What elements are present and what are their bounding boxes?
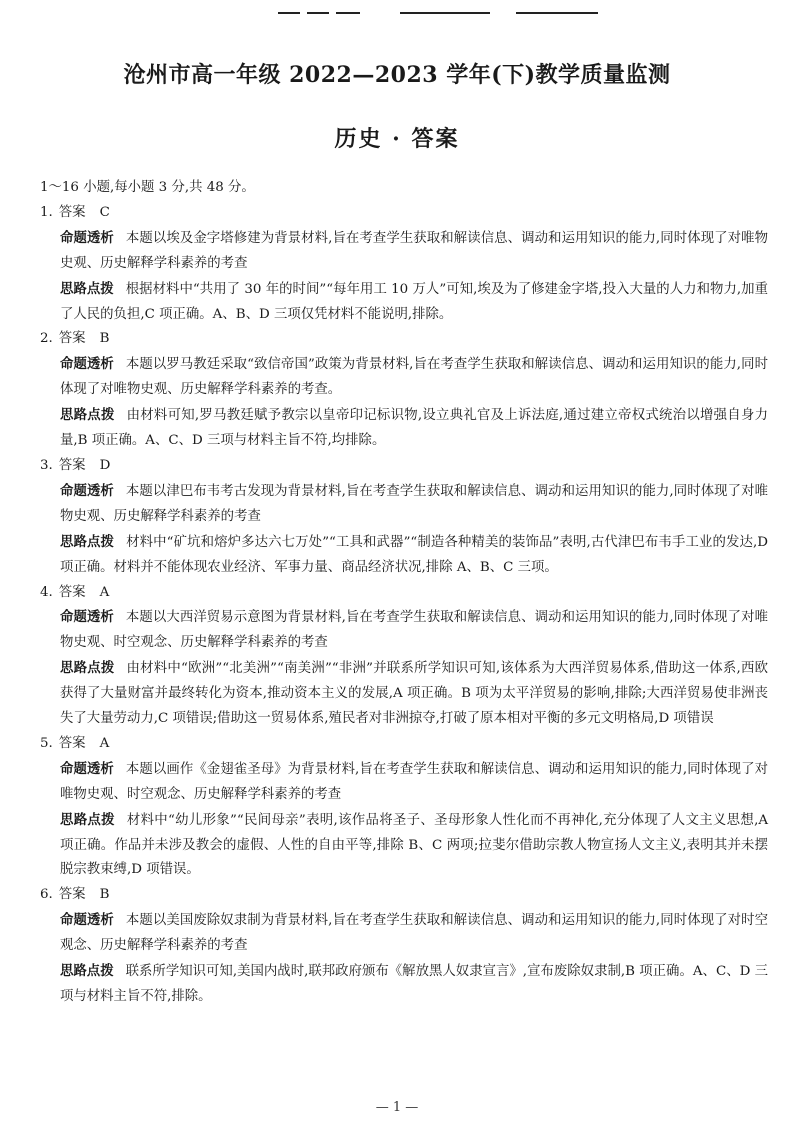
answer-value: A [99, 584, 110, 600]
answer-label: 答案 [58, 331, 86, 347]
question-number: 1. [40, 204, 53, 220]
hint-paragraph [60, 277, 768, 328]
answer-label: 答案 [58, 204, 86, 220]
answer-label: 答案 [58, 584, 86, 600]
hint-paragraph [60, 403, 768, 454]
hint-tag: 思路点拨 [60, 533, 115, 550]
hint-paragraph [60, 808, 768, 884]
question-block-6 [40, 883, 768, 1010]
analysis-paragraph [60, 757, 768, 808]
analysis-tag: 命题透析 [60, 229, 114, 246]
question-header [40, 201, 768, 226]
analysis-text: 本题以大西洋贸易示意图为背景材料,旨在考查学生获取和解读信息、调动和运用知识的能力,同时体现了对唯物史观、时空观念、历史解释学科素养的考查 [60, 610, 769, 651]
analysis-tag: 命题透析 [60, 356, 114, 373]
hint-text: 由材料可知,罗马教廷赋予教宗以皇帝印记标识物,设立典礼官及上诉法庭,通过建立帝权式统治以增强自身力量,B 项正确。A、C、D 三项与材料主旨不符,均排除。 [60, 408, 768, 449]
analysis-tag: 命题透析 [60, 912, 114, 929]
page-title: 沧州市高一年级 2022—2023 学年(下)教学质量监测 [123, 62, 671, 88]
top-rule-3 [336, 12, 360, 14]
hint-text: 由材料中“欧洲”“北美洲”“南美洲”“非洲”并联系所学知识可知,该体系为大西洋贸易体系,借助这一体系,西欧获得了大量财富并最终转化为资本,推动资本主义的发展,A 项正确。B 项为太平洋贸易的影响,排除;大西洋贸易使非洲丧失了大量劳动力,C 项错误;借助这一贸易体系,殖民者对非洲掠夺,打破了原本相对平衡的多元文明格局,D 项错误 [60, 661, 768, 727]
answer-value: B [99, 331, 110, 347]
answer-label: 答案 [58, 457, 86, 473]
analysis-paragraph [60, 908, 768, 959]
analysis-text: 本题以埃及金字塔修建为背景材料,旨在考查学生获取和解读信息、调动和运用知识的能力,同时体现了对唯物史观、历史解释学科素养的考查 [60, 230, 769, 271]
answer-label: 答案 [58, 887, 86, 903]
analysis-paragraph [60, 479, 768, 530]
hint-text: 材料中“幼儿形象”“民间母亲”表明,该作品将圣子、圣母形象人性化而不再神化,充分体现了人文主义思想,A 项正确。作品并未涉及教会的虚假、人性的自由平等,排除 B、C 两项;拉斐尔借助宗教人物宣扬人文主义,表明其并未摆脱宗教束缚,D 项错误。 [60, 812, 768, 878]
analysis-tag: 命题透析 [60, 609, 114, 626]
hint-text: 联系所学知识可知,美国内战时,联邦政府颁布《解放黑人奴隶宣言》,宣布废除奴隶制,B 项正确。A、C、D 三项与材料主旨不符,排除。 [60, 964, 768, 1004]
hint-tag: 思路点拨 [60, 280, 114, 297]
analysis-tag: 命题透析 [60, 482, 114, 499]
question-block-3 [40, 454, 768, 581]
hint-paragraph [60, 656, 768, 732]
analysis-text: 本题以画作《金翅雀圣母》为背景材料,旨在考查学生获取和解读信息、调动和运用知识的能力,同时体现了对唯物史观、时空观念、历史解释学科素养的考查 [60, 761, 769, 802]
analysis-text: 本题以津巴布韦考古发现为背景材料,旨在考查学生获取和解读信息、调动和运用知识的能力,同时体现了对唯物史观、历史解释学科素养的考查 [60, 483, 769, 524]
question-block-5 [40, 732, 768, 883]
question-header [40, 581, 768, 606]
scoring-intro: 1～16 小题,每小题 3 分,共 48 分。 [40, 180, 255, 195]
answer-value: D [99, 457, 111, 473]
analysis-text: 本题以美国废除奴隶制为背景材料,旨在考查学生获取和解读信息、调动和运用知识的能力,同时体现了对时空观念、历史解释学科素养的考查 [60, 913, 769, 954]
question-header [40, 883, 768, 908]
analysis-tag: 命题透析 [60, 760, 114, 777]
analysis-paragraph [60, 226, 768, 277]
hint-paragraph [60, 530, 768, 581]
top-rule-1 [278, 12, 300, 14]
question-block-1 [40, 201, 768, 328]
question-number: 5. [40, 735, 53, 751]
question-number: 4. [40, 584, 53, 600]
question-header [40, 327, 768, 352]
hint-text: 材料中“矿坑和熔炉多达六七万处”“工具和武器”“制造各种精美的装饰品”表明,古代津巴布韦手工业的发达,D 项正确。材料并不能体现农业经济、军事力量、商品经济状况,排除 A、B、C 三项。 [60, 534, 769, 575]
hint-tag: 思路点拨 [60, 963, 114, 980]
top-rule-2 [307, 12, 329, 14]
question-number: 3. [40, 457, 53, 473]
question-number: 2. [40, 331, 53, 347]
answer-value: B [99, 887, 110, 903]
question-block-4 [40, 581, 768, 732]
top-rule-4 [400, 12, 490, 14]
question-header [40, 732, 768, 757]
answer-value: A [99, 735, 110, 751]
hint-paragraph [60, 959, 768, 1010]
question-number: 6. [40, 887, 53, 903]
answer-content [40, 176, 768, 1010]
hint-tag: 思路点拨 [60, 660, 115, 677]
analysis-text: 本题以罗马教廷采取“致信帝国”政策为背景材料,旨在考查学生获取和解读信息、调动和运用知识的能力,同时体现了对唯物史观、历史解释学科素养的考查。 [60, 357, 769, 398]
hint-tag: 思路点拨 [60, 407, 115, 424]
hint-text: 根据材料中“共用了 30 年的时间”“每年用工 10 万人”可知,埃及为了修建金字塔,投入大量的人力和物力,加重了人民的负担,C 项正确。A、B、D 三项仅凭材料不能说明,排除。 [60, 281, 768, 322]
answer-label: 答案 [58, 735, 86, 751]
hint-tag: 思路点拨 [60, 811, 115, 828]
question-header [40, 454, 768, 479]
analysis-paragraph [60, 352, 768, 403]
page-number: — 1 — [375, 1100, 419, 1115]
question-block-2 [40, 327, 768, 454]
answer-value: C [99, 204, 110, 220]
page-subtitle: 历史 · 答案 [334, 126, 460, 152]
analysis-paragraph [60, 605, 768, 656]
top-rule-5 [516, 12, 598, 14]
